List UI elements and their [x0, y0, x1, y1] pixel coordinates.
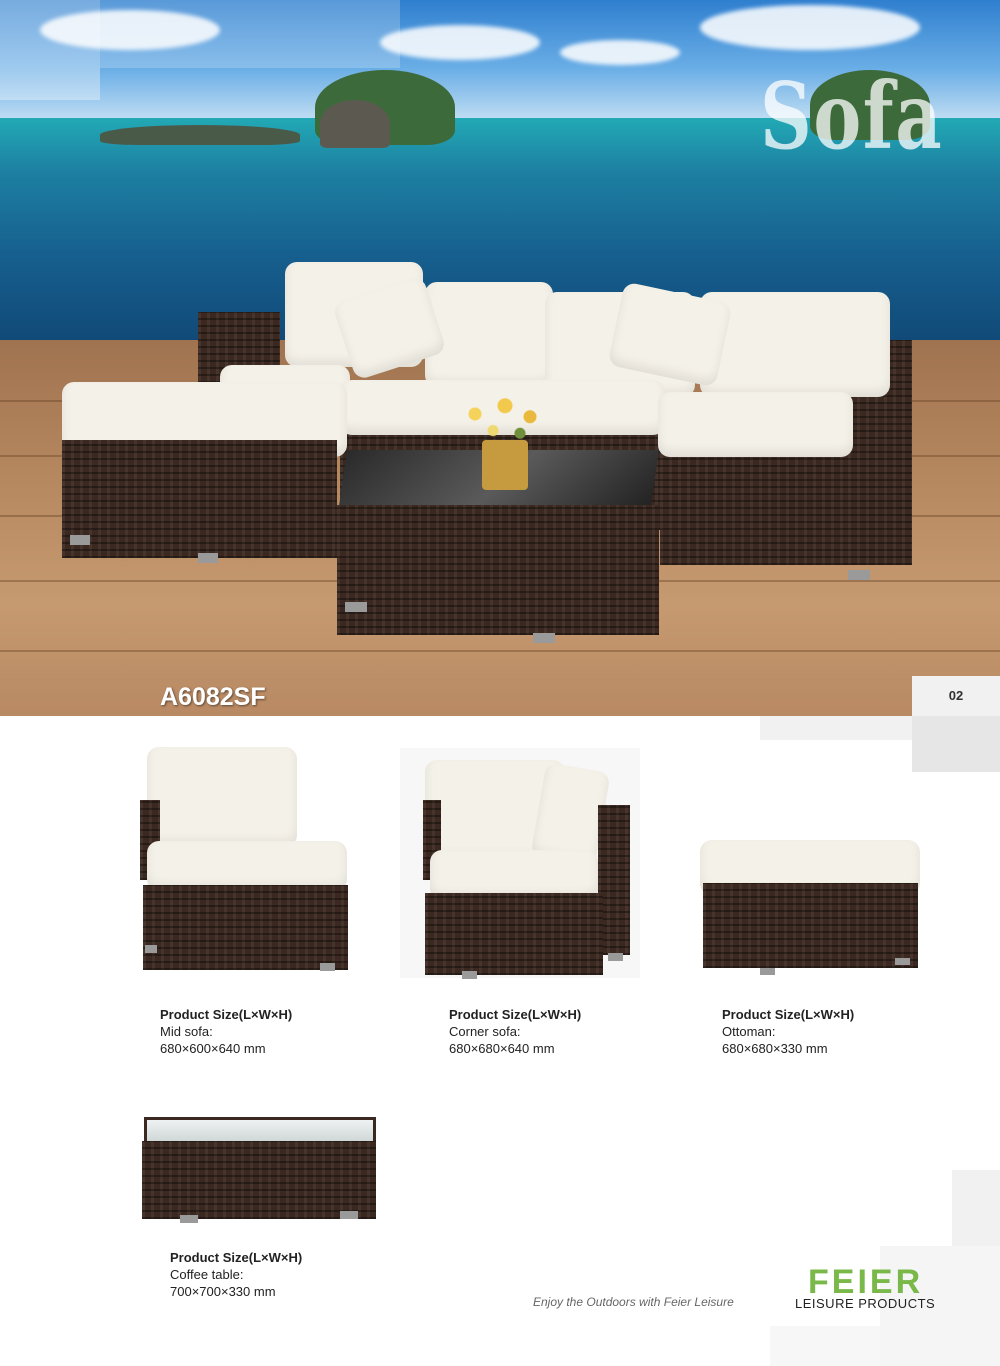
product-info [160, 1006, 292, 1057]
decor-square [952, 1170, 1000, 1246]
mid-sofa-image [135, 745, 355, 990]
sofa-leg [145, 945, 157, 953]
sofa-leg [198, 553, 218, 563]
sofa-leg [70, 535, 90, 545]
product-info [170, 1249, 302, 1300]
ottoman-image [695, 838, 925, 978]
product-info [722, 1006, 854, 1057]
product-size-heading: Product Size(L×W×H) [722, 1007, 855, 1022]
sofa-leg [533, 633, 555, 643]
corner-sofa-image [420, 755, 640, 985]
model-code: A6082SF [160, 683, 266, 711]
ottoman-base [62, 440, 337, 558]
sofa-leg [895, 958, 910, 965]
decor-square [912, 716, 1000, 772]
sofa-base [143, 885, 348, 970]
brand-subtitle: LEISURE PRODUCTS [795, 1296, 936, 1311]
coffee-table-base [337, 505, 659, 635]
page-number: 02 [912, 676, 1000, 716]
product-info [449, 1006, 581, 1057]
product-name: Corner sofa: [449, 1024, 521, 1039]
cloud [380, 25, 540, 60]
seat-cushion [147, 841, 347, 891]
product-size: 680×680×640 mm [449, 1041, 555, 1056]
seat-cushion [658, 392, 853, 457]
sofa-base [425, 893, 603, 975]
back-cushion [425, 282, 553, 387]
decor-square [100, 0, 400, 68]
product-size: 680×680×330 mm [722, 1041, 828, 1056]
sofa-leg [345, 602, 367, 612]
sofa-leg [760, 968, 775, 975]
product-size: 700×700×330 mm [170, 1284, 276, 1299]
product-size-heading: Product Size(L×W×H) [449, 1007, 582, 1022]
brand-logo: FEIER [808, 1263, 924, 1301]
sofa-leg [462, 971, 477, 979]
sofa-leg [608, 953, 623, 961]
tagline: Enjoy the Outdoors with Feier Leisure [533, 1295, 734, 1309]
sofa-leg [848, 570, 870, 580]
product-size: 680×600×640 mm [160, 1041, 266, 1056]
decor-square [0, 0, 100, 100]
island [100, 125, 300, 145]
flowers [455, 392, 555, 447]
island-rock [320, 100, 390, 148]
sofa-leg [320, 963, 335, 971]
sofa-leg [180, 1215, 198, 1223]
product-name: Ottoman: [722, 1024, 776, 1039]
page-title: Sofa [760, 62, 944, 170]
sofa-leg [340, 1211, 358, 1219]
back-cushion [147, 747, 297, 847]
coffee-table-base [142, 1141, 376, 1219]
product-size-heading: Product Size(L×W×H) [160, 1007, 293, 1022]
product-name: Coffee table: [170, 1267, 244, 1282]
flower-basket [482, 440, 528, 490]
deck-plank [0, 650, 1000, 652]
decor-square [770, 1326, 880, 1366]
product-size-heading: Product Size(L×W×H) [170, 1250, 303, 1265]
cloud [700, 5, 920, 50]
ottoman-base [703, 883, 918, 968]
cloud [560, 40, 680, 65]
coffee-table-image [138, 1115, 378, 1230]
product-name: Mid sofa: [160, 1024, 213, 1039]
